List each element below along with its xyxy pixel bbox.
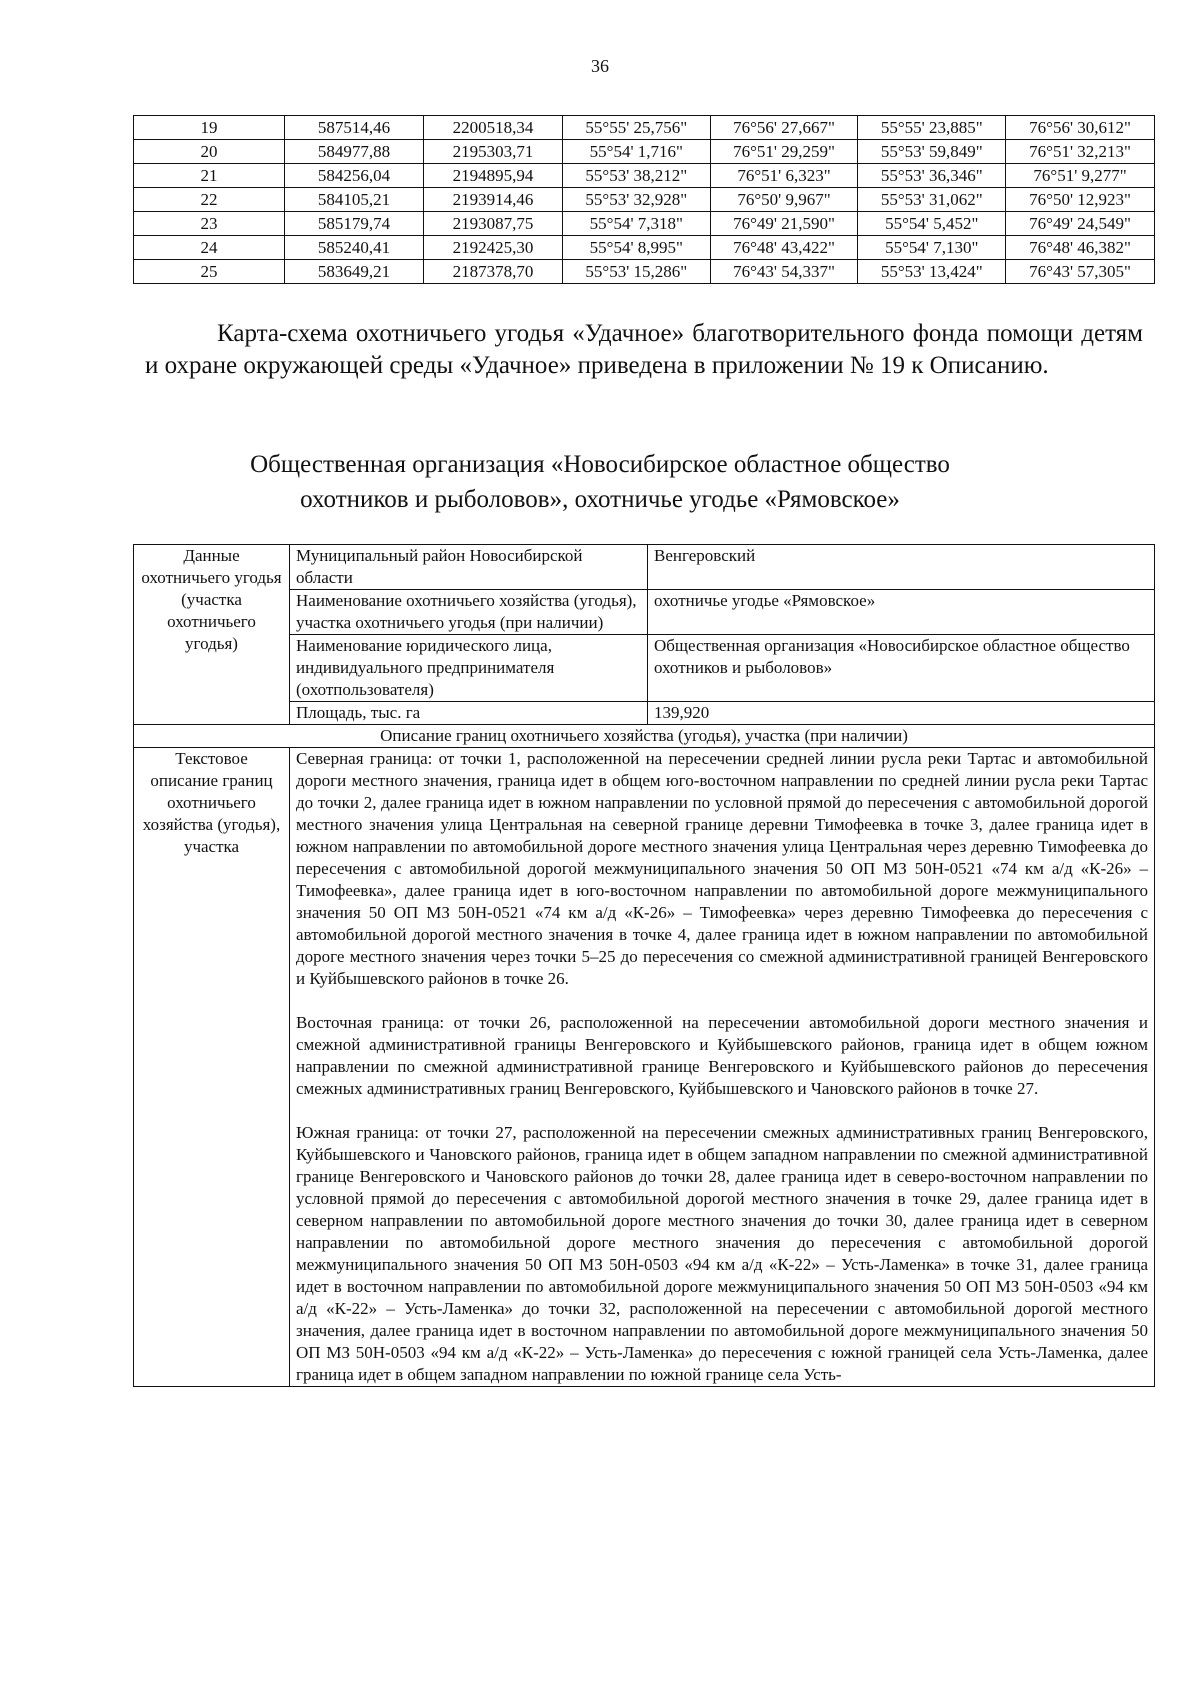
point-number: 20 [134,140,285,164]
section-heading-line1: Общественная организация «Новосибирское областное общество [250,451,950,478]
longitude-alt: 76°51' 9,277" [1006,164,1155,188]
point-number: 23 [134,212,285,236]
table-row [134,725,1155,748]
table-row [134,236,1155,260]
east-boundary-text: Восточная граница: от точки 26, расположенной на пересечении автомобильной дороги местного значения и смежной административной границы Венгеровского и Куйбышевского районов, граница идет в общем южном направлении по смежной административной границе Венгеровского и Куйбышевского районов до пересечения смежных административных границ Венгеровского, Куйбышевского и Чановского районов в точке 27. [296,1013,1148,1098]
longitude: 76°51' 29,259" [710,140,858,164]
coord-y: 2200518,34 [423,116,562,140]
coordinates-table [133,115,1155,284]
boundary-description [290,748,1155,1387]
coord-x: 584977,88 [285,140,424,164]
field-label: Муниципальный район Новосибирской области [290,545,648,590]
hunting-ground-info-table [133,544,1155,1387]
longitude: 76°56' 27,667" [710,116,858,140]
longitude: 76°49' 21,590" [710,212,858,236]
coord-x: 583649,21 [285,260,424,284]
longitude-alt: 76°43' 57,305" [1006,260,1155,284]
latitude: 55°53' 32,928" [562,188,710,212]
table-row [134,260,1155,284]
latitude: 55°54' 1,716" [562,140,710,164]
latitude: 55°54' 7,318" [562,212,710,236]
table-row [134,140,1155,164]
point-number: 22 [134,188,285,212]
longitude-alt: 76°51' 32,213" [1006,140,1155,164]
latitude: 55°53' 15,286" [562,260,710,284]
text-label-cell: Текстовое описание границ охотничьего хозяйства (угодья), участка [134,748,290,1387]
coord-x: 585179,74 [285,212,424,236]
longitude: 76°48' 43,422" [710,236,858,260]
point-number: 21 [134,164,285,188]
intro-paragraph: Карта-схема охотничьего угодья «Удачное» благотворительного фонда помощи детям и охране окружающей среды «Удачное» приведена в приложении № 19 к Описанию. [145,320,1143,379]
longitude-alt: 76°48' 46,382" [1006,236,1155,260]
latitude-alt: 55°54' 7,130" [858,236,1006,260]
latitude-alt: 55°53' 13,424" [858,260,1006,284]
point-number: 19 [134,116,285,140]
coord-y: 2187378,70 [423,260,562,284]
north-boundary-text: Северная граница: от точки 1, расположенной на пересечении средней линии русла реки Тартас и автомобильной дороги местного значения, граница идет в общем юго-восточном направлении по средней линии русла реки Тартас до точки 2, далее граница идет в южном направлении по условной прямой до пересечения с автомобильной дорогой местного значения улица Центральная на северной границе деревни Тимофеевка в точке 3, далее граница идет в южном направлении по автомобильной дороге местного значения улица Центральная через деревню Тимофеевка до пересечения с автомобильной дорогой межмуниципального значения 50 ОП МЗ 50Н-0521 «74 км а/д «К-26» – Тимофеевка», далее граница идет в юго-восточном направлении по автомобильной дороге межмуниципального значения 50 ОП МЗ 50Н-0521 «74 км а/д «К-26» – Тимофеевка» через деревню Тимофеевка до пересечения с автомобильной дорогой местного значения в точке 4, далее граница идет в южном направлении по автомобильной дороге местного значения через точки 5–25 до пересечения со смежной административной границей Венгеровского и Куйбышевского районов в точке 26. [296,749,1148,988]
coord-x: 584105,21 [285,188,424,212]
table-row [134,212,1155,236]
table-row [134,545,1155,590]
boundary-section-title: Описание границ охотничьего хозяйства (угодья), участка (при наличии) [134,725,1155,748]
latitude-alt: 55°53' 36,346" [858,164,1006,188]
latitude: 55°54' 8,995" [562,236,710,260]
south-boundary-text: Южная граница: от точки 27, расположенной на пересечении смежных административных границ Венгеровского, Куйбышевского и Чановского районов, граница идет в общем западном направлении по смежной административной границе Венгеровского и Чановского районов до точки 28, далее граница идет в северо-восточном направлении по условной прямой до пересечения с автомобильной дорогой местного значения в точке 29, далее граница идет в северном направлении по автомобильной дороге местного значения до точки 30, далее граница идет в северном направлении по автомобильной дороге местного значения до пересечения с автомобильной дорогой межмуниципального значения 50 ОП МЗ 50Н-0503 «94 км а/д «К-22» – Усть-Ламенка» в точке 31, далее граница идет в восточном направлении по автомобильной дороге межмуниципального значения 50 ОП МЗ 50Н-0503 «94 км а/д «К-22» – Усть-Ламенка» до точки 32, расположенной на пересечении с автомобильной дорогой местного значения, далее граница идет в восточном направлении по автомобильной дороге межмуниципального значения 50 ОП МЗ 50Н-0503 «94 км а/д «К-22» – Усть-Ламенка» до пересечения с южной границей села Усть-Ламенка, далее граница идет в общем западном направлении по южной границе села Усть- [296,1123,1148,1384]
coord-x: 584256,04 [285,164,424,188]
point-number: 24 [134,236,285,260]
table-row [134,748,1155,1387]
field-value: Общественная организация «Новосибирское областное общество охотников и рыболовов» [648,635,1155,702]
longitude-alt: 76°50' 12,923" [1006,188,1155,212]
point-number: 25 [134,260,285,284]
latitude-alt: 55°53' 31,062" [858,188,1006,212]
data-label-cell: Данные охотничьего угодья (участка охотничьего угодья) [134,545,290,725]
section-heading [100,447,1100,517]
latitude-alt: 55°55' 23,885" [858,116,1006,140]
field-label: Площадь, тыс. га [290,702,648,725]
section-heading-line2: охотников и рыболовов», охотничье угодье «Рямовское» [300,486,900,513]
latitude-alt: 55°54' 5,452" [858,212,1006,236]
table-row [134,188,1155,212]
longitude-alt: 76°56' 30,612" [1006,116,1155,140]
latitude: 55°53' 38,212" [562,164,710,188]
coord-y: 2192425,30 [423,236,562,260]
latitude-alt: 55°53' 59,849" [858,140,1006,164]
coord-y: 2193087,75 [423,212,562,236]
longitude: 76°51' 6,323" [710,164,858,188]
coord-y: 2193914,46 [423,188,562,212]
page-number: 36 [591,56,609,76]
field-label: Наименование охотничьего хозяйства (угодья), участка охотничьего угодья (при наличии) [290,590,648,635]
coord-y: 2195303,71 [423,140,562,164]
field-value: охотничье угодье «Рямовское» [648,590,1155,635]
longitude: 76°50' 9,967" [710,188,858,212]
table-row [134,164,1155,188]
coord-x: 587514,46 [285,116,424,140]
coord-x: 585240,41 [285,236,424,260]
field-value: 139,920 [648,702,1155,725]
coord-y: 2194895,94 [423,164,562,188]
latitude: 55°55' 25,756" [562,116,710,140]
field-label: Наименование юридического лица, индивидуального предпринимателя (охотпользователя) [290,635,648,702]
longitude-alt: 76°49' 24,549" [1006,212,1155,236]
longitude: 76°43' 54,337" [710,260,858,284]
field-value: Венгеровский [648,545,1155,590]
table-row [134,116,1155,140]
